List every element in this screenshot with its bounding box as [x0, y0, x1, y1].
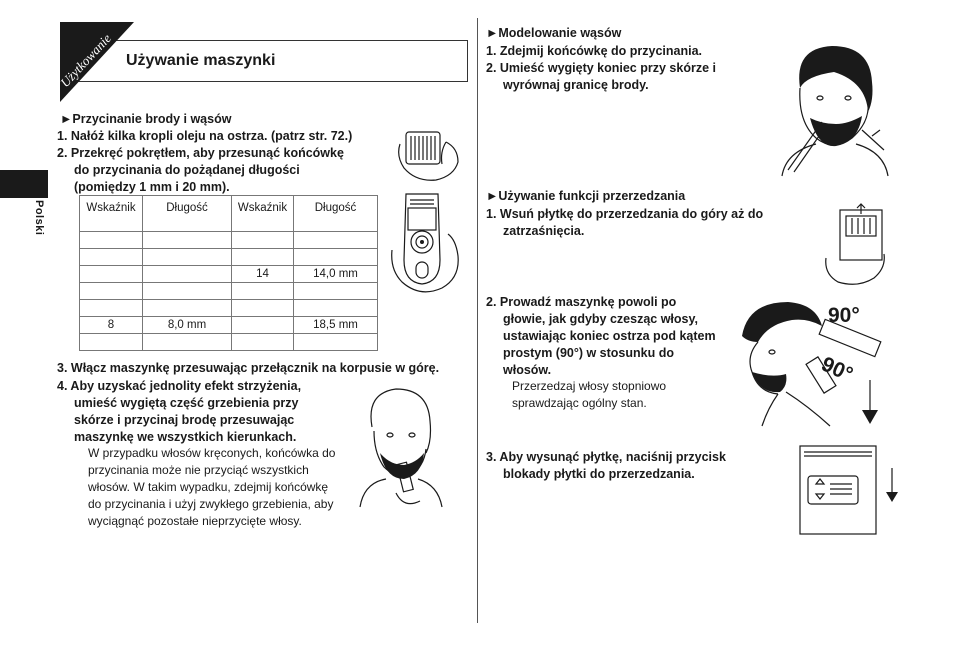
step-4-line-2: umieść wygiętą część grzebienia przy — [74, 396, 299, 410]
table-row — [80, 249, 378, 266]
page-title: Używanie maszynki — [126, 52, 276, 69]
step-2-line-2: do przycinania do pożądanej długości — [74, 163, 300, 177]
table-cell — [80, 249, 143, 266]
thinning-note-line-1: Przerzedzaj włosy stopniowo — [512, 379, 667, 393]
table-cell — [80, 283, 143, 300]
table-cell — [232, 283, 294, 300]
table-cell — [294, 232, 378, 249]
man-trimming-beard-illustration — [352, 383, 444, 509]
table-cell — [143, 300, 232, 317]
step-2-line-1: 2. Przekręć pokrętłem, aby przesunąć końcówkę — [57, 146, 344, 160]
trimmer-dial-illustration — [390, 190, 466, 300]
thinning-step-2-line-1: 2. Prowadź maszynkę powoli po — [486, 295, 677, 309]
table-header-cell: Długość — [294, 196, 378, 232]
thinning-step-2-line-5: włosów. — [503, 363, 552, 377]
table-header-cell: Wskaźnik — [80, 196, 143, 232]
table-cell — [294, 249, 378, 266]
step-1-oil: 1. Nałóż kilka kropli oleju na ostrza. (patrz str. 72.) — [57, 129, 353, 143]
section-corner-tag — [60, 22, 134, 102]
length-table — [79, 195, 378, 351]
thinning-step-2-line-2: głowie, jak gdyby czesząc włosy, — [503, 312, 698, 326]
angle-label-lower: 90° — [817, 352, 857, 387]
step-3-switch: 3. Włącz maszynkę przesuwając przełącznik na korpusie w górę. — [57, 361, 440, 375]
note-4-line-4: do przycinania i użyj zwykłego grzebienia, aby — [88, 497, 334, 511]
note-4-line-2: przycinania może nie przyciąć wszystkich — [88, 463, 309, 477]
heading-thinning: ►Używanie funkcji przerzedzania — [486, 189, 686, 203]
step-4-line-3: skórze i przycinaj brodę przesuwając — [74, 413, 295, 427]
step-4-line-1: 4. Aby uzyskać jednolity efekt strzyżenia, — [57, 379, 302, 393]
moustache-step-2-line-1: 2. Umieść wygięty koniec przy skórze i — [486, 61, 716, 75]
moustache-step-1: 1. Zdejmij końcówkę do przycinania. — [486, 44, 703, 58]
table-cell — [80, 266, 143, 283]
table-cell: 18,5 mm — [294, 317, 378, 334]
heading-trimming: ►Przycinanie brody i wąsów — [60, 112, 232, 126]
table-cell — [80, 232, 143, 249]
man-moustache-illustration — [776, 42, 890, 178]
table-cell — [232, 300, 294, 317]
table-cell — [143, 266, 232, 283]
plate-release-illustration — [796, 442, 900, 538]
table-cell — [80, 300, 143, 317]
thinning-step-1-line-1: 1. Wsuń płytkę do przerzedzania do góry aż do — [486, 207, 764, 221]
table-cell — [232, 249, 294, 266]
note-4-line-1: W przypadku włosów kręconych, końcówka do — [88, 446, 336, 460]
moustache-step-2-line-2: wyrównaj granicę brody. — [503, 78, 649, 92]
table-cell: 14 — [232, 266, 294, 283]
thinning-step-1-line-2: zatrzaśnięcia. — [503, 224, 585, 238]
language-label: Polski — [33, 200, 45, 236]
table-cell — [143, 249, 232, 266]
column-divider — [477, 18, 478, 623]
section-tag-text: Użytkowanie — [60, 30, 114, 91]
table-cell — [232, 334, 294, 351]
table-cell: 14,0 mm — [294, 266, 378, 283]
thinning-note-line-2: sprawdzając ogólny stan. — [512, 396, 647, 410]
step-2-line-3: (pomiędzy 1 mm i 20 mm). — [74, 180, 230, 194]
table-header-cell: Długość — [143, 196, 232, 232]
table-cell — [143, 283, 232, 300]
table-row — [80, 300, 378, 317]
angle-label-upper: 90° — [828, 304, 860, 327]
thinning-step-2-line-3: ustawiając koniec ostrza pod kątem — [503, 329, 716, 343]
table-cell — [143, 334, 232, 351]
table-header-row — [80, 196, 378, 232]
table-row — [80, 317, 378, 334]
table-cell — [294, 283, 378, 300]
thinning-step-2-line-4: prostym (90°) w stosunku do — [503, 346, 674, 360]
table-cell — [232, 317, 294, 334]
table-cell: 8 — [80, 317, 143, 334]
language-tab-marker — [0, 170, 48, 198]
table-row — [80, 283, 378, 300]
table-cell — [294, 334, 378, 351]
table-cell — [294, 300, 378, 317]
thinning-step-3-line-2: blokady płytki do przerzedzania. — [503, 467, 695, 481]
table-row — [80, 334, 378, 351]
table-row — [80, 232, 378, 249]
table-row — [80, 266, 378, 283]
heading-moustache: ►Modelowanie wąsów — [486, 26, 622, 40]
table-cell — [232, 232, 294, 249]
man-thinning-90deg-illustration — [738, 296, 888, 428]
table-cell — [80, 334, 143, 351]
note-4-line-5: wyciągnąć pozostałe nieprzycięte włosy. — [88, 514, 302, 528]
table-cell: 8,0 mm — [143, 317, 232, 334]
attachment-hand-illustration — [396, 126, 462, 188]
step-4-line-4: maszynkę we wszystkich kierunkach. — [74, 430, 297, 444]
thinning-step-3-line-1: 3. Aby wysunąć płytkę, naciśnij przycisk — [486, 450, 726, 464]
thinning-plate-illustration — [824, 202, 888, 288]
table-cell — [143, 232, 232, 249]
note-4-line-3: włosów. W takim wypadku, zdejmij końcówkę — [88, 480, 329, 494]
table-header-cell: Wskaźnik — [232, 196, 294, 232]
